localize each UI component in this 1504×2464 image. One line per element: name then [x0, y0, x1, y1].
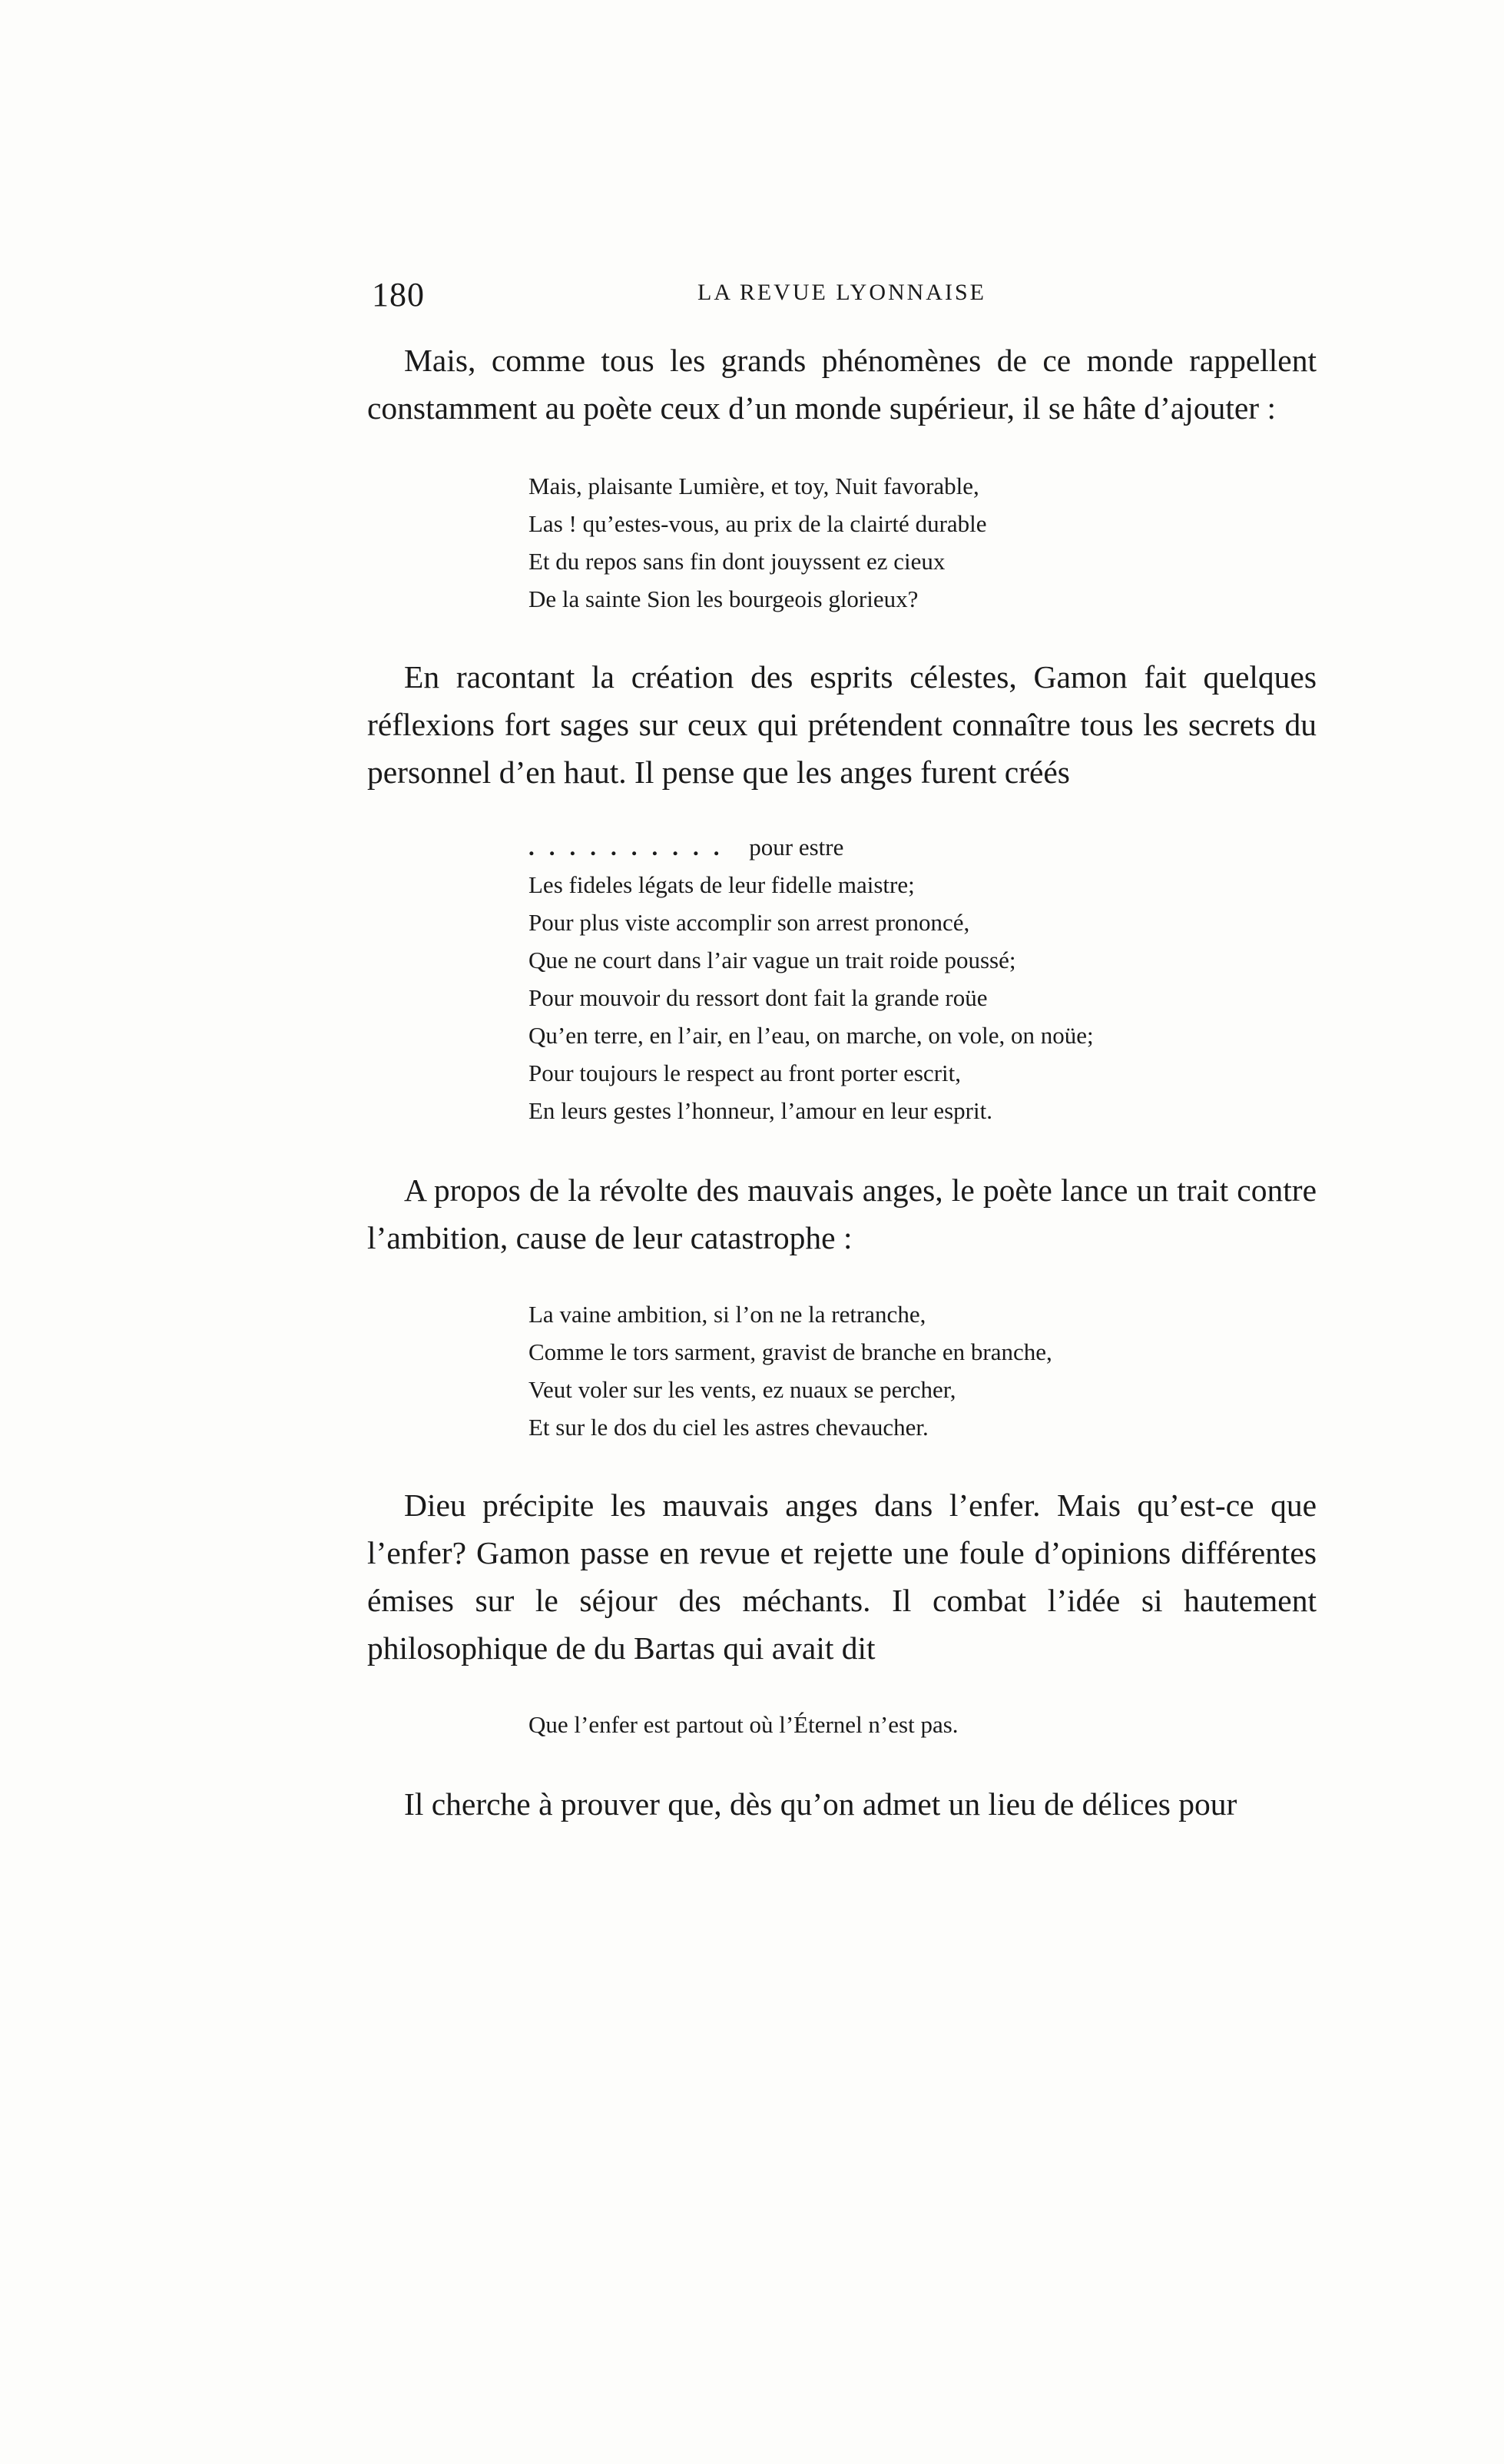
verse-line: Les fideles légats de leur fidelle maistre; — [528, 871, 915, 898]
verse-line: De la sainte Sion les bourgeois glorieux? — [528, 585, 919, 612]
verse-line: Comme le tors sarment, gravist de branche en branche, — [528, 1338, 1052, 1365]
page-number: 180 — [372, 276, 425, 313]
paragraph-5: Il cherche à prouver que, dès qu’on admet un lieu de délices pour — [404, 1786, 1237, 1822]
verse-line: Mais, plaisante Lumière, et toy, Nuit favorable, — [528, 473, 979, 499]
verse-first-line — [528, 828, 1317, 866]
verse-line: Et sur le dos du ciel les astres chevaucher. — [528, 1414, 929, 1441]
verse-quote-1 — [528, 467, 1317, 618]
verse-quote-4 — [528, 1706, 1317, 1743]
paragraph-4: Dieu précipite les mauvais anges dans l’enfer. Mais qu’est-ce que l’enfer? Gamon passe en revue et rejette une foule d’opinions différentes émises sur le séjour des méchants. Il combat l’idée si hautement philosophique de du Bartas qui avait dit — [367, 1487, 1317, 1666]
verse-quote-2 — [528, 828, 1317, 1129]
verse-line: Et du repos sans fin dont jouyssent ez cieux — [528, 548, 946, 575]
paragraph-2: En racontant la création des esprits célestes, Gamon fait quelques réflexions fort sages sur ceux qui prétendent connaître tous les secrets du personnel d’en haut. Il pense que les anges furent créés — [367, 659, 1317, 790]
verse-line: Qu’en terre, en l’air, en l’eau, on marche, on vole, on noüe; — [528, 1022, 1094, 1049]
verse-quote-3 — [528, 1295, 1317, 1446]
verse-line: Pour plus viste accomplir son arrest prononcé, — [528, 909, 970, 936]
verse-line: Que ne court dans l’air vague un trait roide poussé; — [528, 947, 1016, 973]
verse-line: Que l’enfer est partout où l’Éternel n’est pas. — [528, 1711, 959, 1738]
book-page — [367, 269, 1317, 1959]
verse-line: Pour toujours le respect au front porter escrit, — [528, 1060, 961, 1086]
verse-line: En leurs gestes l’honneur, l’amour en leur esprit. — [528, 1097, 992, 1124]
page-header — [367, 269, 1317, 315]
verse-line: Veut voler sur les vents, ez nuaux se percher, — [528, 1376, 956, 1403]
paragraph-1: Mais, comme tous les grands phénomènes de ce monde rappellent constamment au poète ceux d’un monde supérieur, il se hâte d’ajouter : — [367, 343, 1317, 426]
paragraph-3: A propos de la révolte des mauvais anges, le poète lance un trait contre l’ambition, cause de leur catastrophe : — [367, 1172, 1317, 1255]
verse-line: Las ! qu’estes-vous, au prix de la clairté durable — [528, 510, 987, 537]
verse-fragment: pour estre — [749, 834, 844, 861]
verse-line: Pour mouvoir du ressort dont fait la grande roüe — [528, 984, 988, 1011]
running-title: LA REVUE LYONNAISE — [697, 280, 986, 305]
verse-line: La vaine ambition, si l’on ne la retranche, — [528, 1301, 926, 1328]
ellipsis-dots: .......... — [528, 834, 734, 861]
